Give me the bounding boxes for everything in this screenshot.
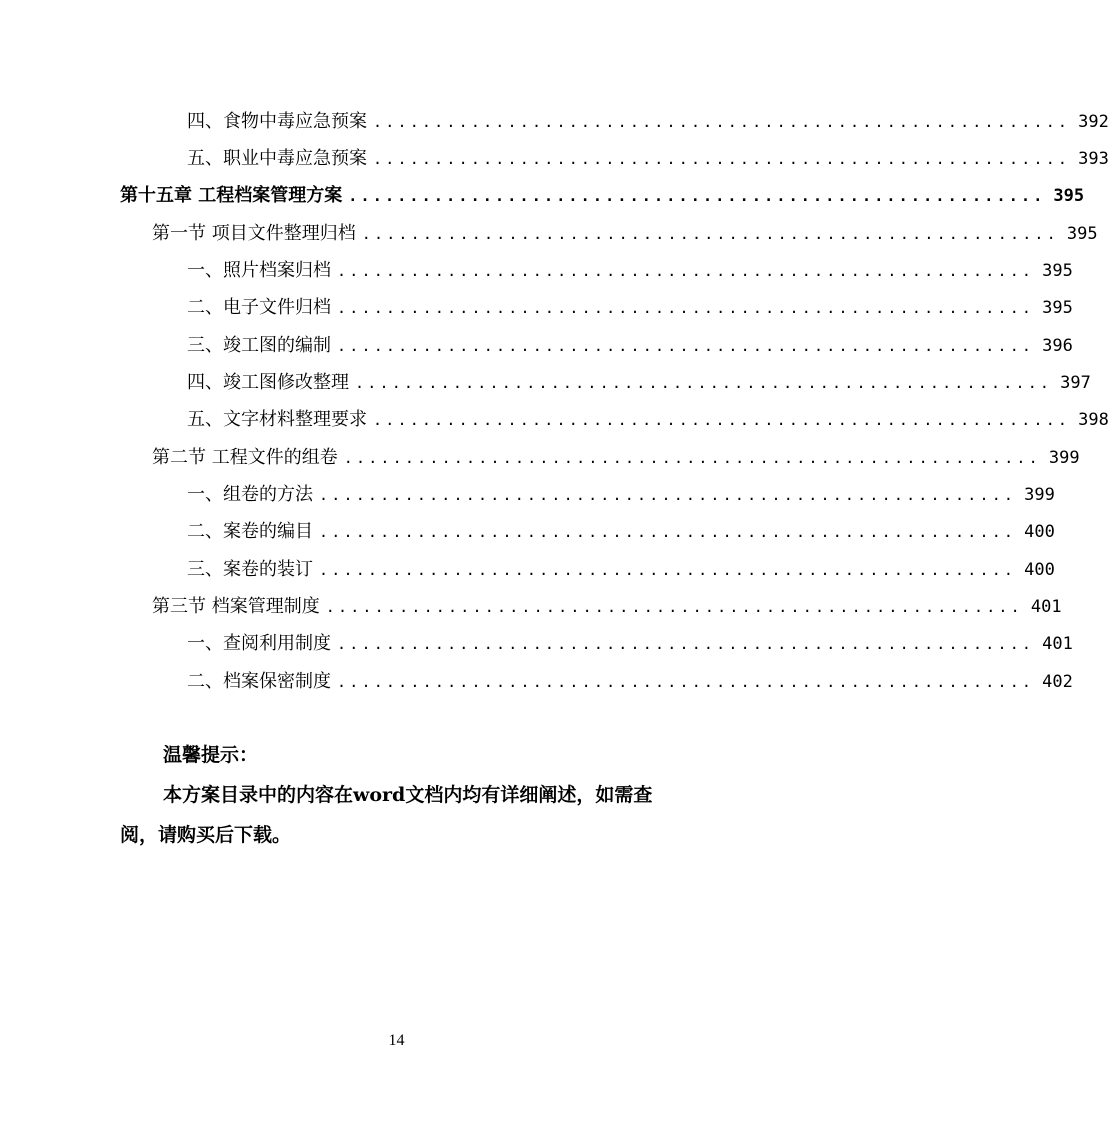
toc-entry-title: 四、竣工图修改整理 (187, 372, 349, 393)
toc-entry[interactable] (187, 368, 1091, 393)
toc-entry[interactable] (187, 144, 1109, 169)
toc-entry-title: 一、查阅利用制度 (187, 633, 331, 654)
toc-dot-leader: ......................................................... (337, 337, 1035, 355)
toc-entry-title: 一、照片档案归档 (187, 260, 331, 281)
toc-dot-leader: ......................................................... (343, 449, 1041, 467)
toc-entry-title: 第三节 档案管理制度 (152, 596, 320, 617)
toc-dot-leader: ......................................................... (319, 486, 1017, 504)
toc-entry-page: 396 (1042, 336, 1073, 356)
toc-dot-leader: ......................................................... (373, 150, 1071, 168)
toc-section-entry[interactable] (152, 219, 1098, 244)
toc-entry-page: 395 (1053, 186, 1085, 206)
toc-entry-title: 三、竣工图的编制 (187, 335, 331, 356)
toc-entry-page: 395 (1066, 224, 1098, 244)
toc-entry-page: 393 (1078, 149, 1109, 169)
page-number: 14 (388, 1032, 405, 1049)
toc-entry[interactable] (187, 405, 1109, 430)
toc-entry[interactable] (187, 256, 1073, 281)
toc-entry-page: 395 (1042, 298, 1073, 318)
toc-entry-title: 二、档案保密制度 (187, 671, 331, 692)
toc-section-entry[interactable] (152, 592, 1062, 617)
toc-dot-leader: ......................................................... (373, 411, 1071, 429)
toc-entry-page: 400 (1024, 560, 1055, 580)
toc-entry-title: 第二节 工程文件的组卷 (152, 447, 338, 468)
toc-dot-leader: ......................................................... (337, 673, 1035, 691)
toc-entry-title: 三、案卷的装订 (187, 559, 313, 580)
toc-entry[interactable] (187, 555, 1055, 580)
toc-dot-leader: ......................................................... (348, 187, 1046, 205)
toc-entry-title: 一、组卷的方法 (187, 484, 313, 505)
toc-entry-title: 二、电子文件归档 (187, 297, 331, 318)
toc-dot-leader: ......................................................... (337, 635, 1035, 653)
toc-entry-title: 五、文字材料整理要求 (187, 409, 367, 430)
toc-dot-leader: ......................................................... (319, 561, 1017, 579)
toc-entry[interactable] (187, 107, 1109, 132)
toc-entry-title: 二、案卷的编目 (187, 521, 313, 542)
toc-entry-page: 399 (1048, 448, 1080, 468)
toc-dot-leader: ......................................................... (355, 374, 1053, 392)
toc-section-entry[interactable] (152, 443, 1080, 468)
toc-entry-page: 397 (1060, 373, 1091, 393)
toc-entry[interactable] (187, 331, 1073, 356)
toc-entry-page: 400 (1024, 522, 1055, 542)
toc-chapter-entry[interactable] (120, 181, 1085, 206)
toc-dot-leader: ......................................................... (373, 113, 1071, 131)
toc-dot-leader: ......................................................... (337, 299, 1035, 317)
toc-entry-page: 401 (1042, 634, 1073, 654)
tip-paragraph: 本方案目录中的内容在word文档内均有详细阐述，如需查阅，请购买后下载。 (120, 784, 653, 846)
toc-entry-page: 395 (1042, 261, 1073, 281)
toc-entry-page: 399 (1024, 485, 1055, 505)
toc-entry-title: 第一节 项目文件整理归档 (152, 223, 356, 244)
toc-entry-page: 402 (1042, 672, 1073, 692)
toc-entry-page: 392 (1078, 112, 1109, 132)
toc-entry-title: 四、食物中毒应急预案 (187, 111, 367, 132)
toc-entry-page: 398 (1078, 410, 1109, 430)
toc-entry-page: 401 (1030, 597, 1062, 617)
toc-entry-title: 第十五章 工程档案管理方案 (120, 185, 343, 206)
toc-dot-leader: ......................................................... (319, 523, 1017, 541)
toc-entry[interactable] (187, 293, 1073, 318)
toc-entry[interactable] (187, 667, 1073, 692)
toc-entry[interactable] (187, 629, 1073, 654)
tip-heading: 温馨提示： (163, 744, 259, 766)
toc-entry-title: 五、职业中毒应急预案 (187, 148, 367, 169)
toc-entry[interactable] (187, 517, 1055, 542)
toc-entry[interactable] (187, 480, 1055, 505)
toc-dot-leader: ......................................................... (325, 598, 1023, 616)
toc-dot-leader: ......................................................... (337, 262, 1035, 280)
toc-dot-leader: ......................................................... (361, 225, 1059, 243)
